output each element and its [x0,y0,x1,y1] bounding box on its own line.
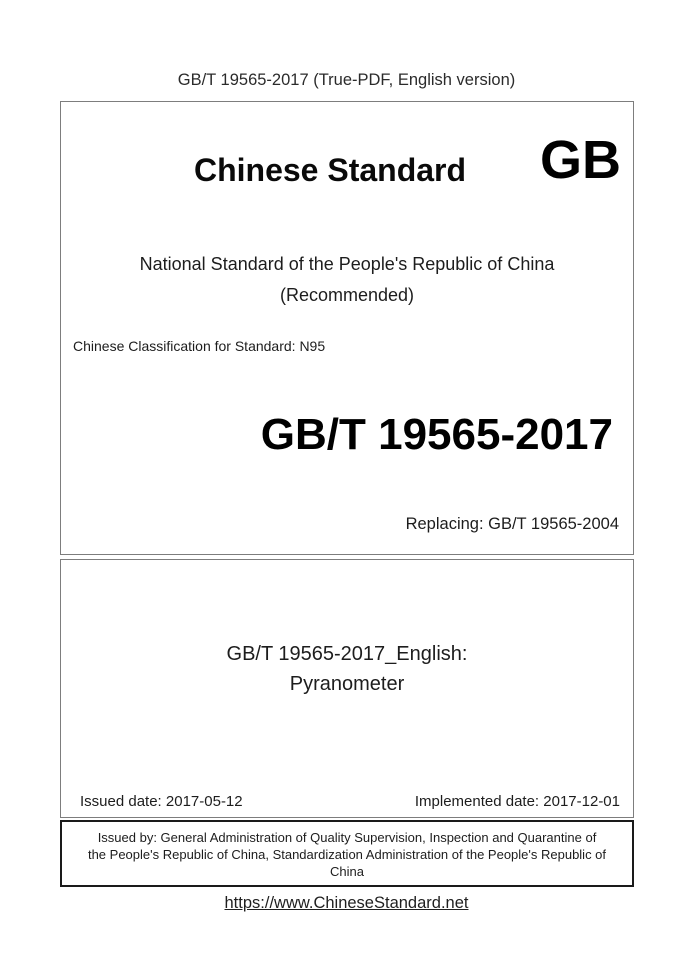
footer-link-wrap [0,894,693,913]
english-title-box [60,559,634,818]
national-standard-block [61,249,633,311]
implemented-date: Implemented date: 2017-12-01 [414,793,620,810]
issuer-line1: Issued by: General Administration of Quality Supervision, Inspection and Quarantine of [97,830,597,845]
replacing-note: Replacing: GB/T 19565-2004 [405,515,619,533]
website-link[interactable]: https://www.ChineseStandard.net [224,894,469,912]
gb-logo: GB [540,130,621,190]
dates-row [80,793,620,810]
recommended-line: (Recommended) [279,285,415,305]
english-title-block [61,640,633,699]
standard-number: GB/T 19565-2017 [260,410,613,459]
national-standard-line: National Standard of the People's Republic of China [139,254,555,274]
classification-label: Chinese Classification for Standard: N95 [73,338,326,354]
standard-info-box [60,101,634,555]
page-header: GB/T 19565-2017 (True-PDF, English version) [177,71,516,89]
english-title-line2: Pyranometer [289,672,405,695]
issuer-line2: the People's Republic of China, Standardization Administration of the People's Republic of [87,847,607,862]
issuer-line3: China [330,864,364,879]
issuer-box [60,820,634,887]
brand-title: Chinese Standard [193,152,467,188]
english-title-line1: GB/T 19565-2017_English: [226,643,468,665]
issued-date: Issued date: 2017-05-12 [80,793,243,810]
